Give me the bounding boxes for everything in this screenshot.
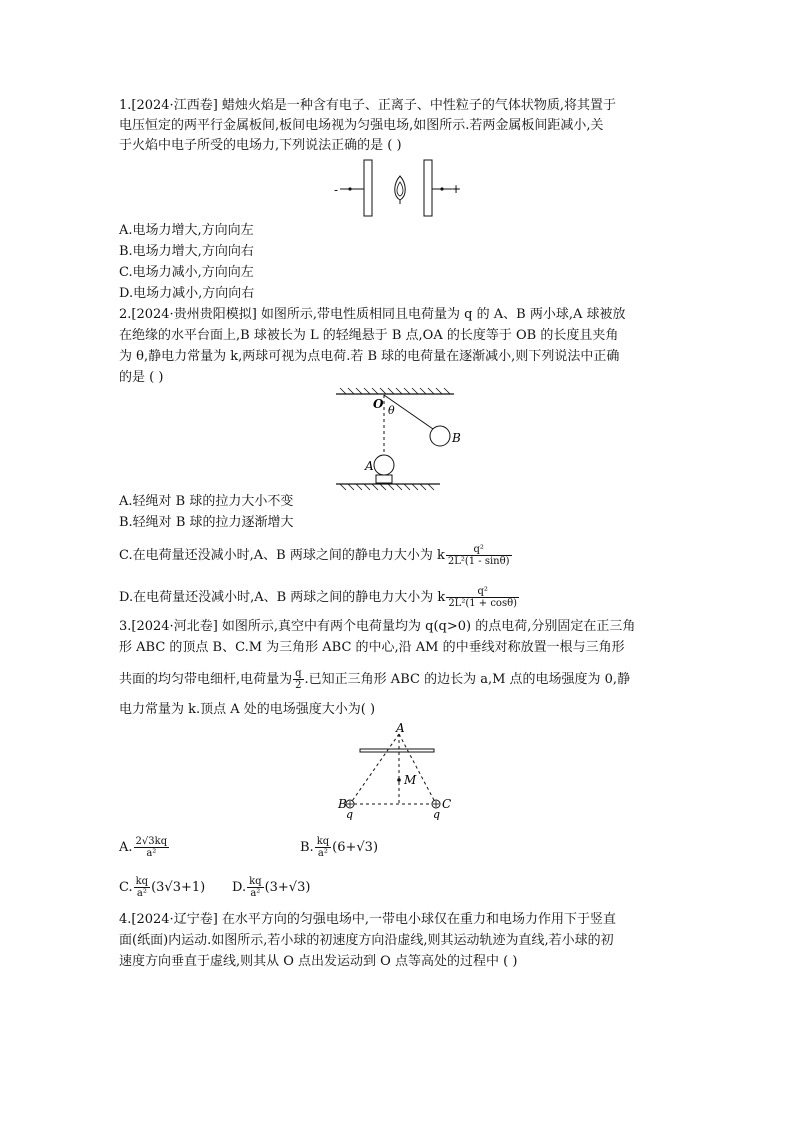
- q2-option-d-num: q²: [446, 586, 519, 598]
- q2-option-c: [119, 544, 513, 567]
- q3-option-b-fraction: [315, 836, 331, 859]
- q2-option-c-den: 2L²(1 - sinθ): [447, 556, 510, 567]
- q2-label-theta: θ: [388, 404, 395, 417]
- q2-ball-b: [430, 426, 450, 446]
- q1-flame-icon: [395, 176, 406, 204]
- q3-line2: 形 ABC 的顶点 B、C.M 为三角形 ABC 的中心,沿 AM 的中垂线对称放置一根与三角形: [119, 640, 625, 655]
- q3-option-d-prefix: D.: [232, 880, 247, 895]
- q2-option-c-fraction: [446, 544, 512, 567]
- q3-option-c-den: a²: [136, 888, 147, 899]
- q2-option-c-num: q²: [446, 544, 512, 556]
- q2-line1: 2.[2024·贵州贵阳模拟] 如图所示,带电性质相同且电荷量为 q 的 A、B 两小球,A 球被放: [119, 307, 626, 322]
- q3-option-d: [232, 876, 310, 899]
- q3-option-d-den: a²: [250, 888, 261, 899]
- q1-left-plate: [364, 160, 372, 216]
- q2-option-d: [119, 586, 520, 609]
- q3-line3: [119, 668, 679, 691]
- q3-line3-part1: 共面的均匀带电细杆,电荷量为: [119, 672, 293, 687]
- q3-option-a-prefix: A.: [119, 840, 133, 855]
- q1-line3: 于火焰中电子所受的电场力,下列说法正确的是 ( ): [119, 138, 402, 153]
- q3-option-a-num: 2√3kq: [135, 836, 168, 847]
- q3-charge-fraction: [293, 668, 303, 691]
- q3-option-b-num: kq: [316, 836, 330, 847]
- q4-line1: 4.[2024·辽宁卷] 在水平方向的匀强电场中,一带电小球仅在重力和电场力作用下于竖直: [119, 912, 617, 927]
- q3-option-a-den: a²: [146, 848, 157, 859]
- q1-option-b: B.电场力增大,方向向右: [119, 244, 254, 259]
- q4-line3: 速度方向垂直于虚线,则其从 O 点出发运动到 O 点等高处的过程中 ( ): [119, 954, 518, 969]
- q2-option-d-fraction: [446, 586, 519, 609]
- q3-option-a-fraction: [134, 836, 170, 859]
- q2-label-b: B: [452, 431, 461, 445]
- q3-label-c: C: [442, 797, 452, 811]
- q1-line1: 1.[2024·江西卷] 蜡烛火焰是一种含有电子、正离子、中性粒子的气体状物质,将其置于: [119, 98, 617, 113]
- q1-option-a: A.电场力增大,方向向左: [119, 223, 254, 238]
- q3-line4: 电力常量为 k.顶点 A 处的电场强度大小为( ): [119, 702, 376, 717]
- q1-minus-label: -: [334, 183, 339, 197]
- q3-line1: 3.[2024·河北卷] 如图所示,真空中有两个电荷量均为 q(q>0) 的点电荷,分别固定在正三角: [119, 619, 636, 634]
- q3-option-d-post: (3+√3): [264, 880, 311, 895]
- q3-figure: [336, 720, 466, 820]
- q2-table: [376, 475, 392, 483]
- q1-option-c: C.电场力减小,方向向左: [119, 265, 254, 280]
- q3-option-d-fraction: [247, 876, 263, 899]
- q1-line2: 电压恒定的两平行金属板间,板间电场视为匀强电场,如图所示.若两金属板间距减小,关: [119, 118, 604, 133]
- q3-option-b-prefix: B.: [300, 840, 314, 855]
- q2-option-c-text: C.在电荷量还没减小时,A、B 两球之间的静电力大小为 k: [119, 548, 445, 563]
- q2-label-o: O: [373, 397, 384, 411]
- q3-label-b: B: [338, 797, 347, 811]
- q3-option-b: [300, 836, 378, 859]
- q3-option-d-num: kq: [249, 876, 262, 887]
- q2-line4: 的是 ( ): [119, 370, 164, 385]
- q3-label-qb: q: [346, 808, 354, 820]
- q3-option-a: [119, 836, 170, 859]
- q2-figure: [330, 386, 470, 492]
- q1-right-plate: [424, 160, 432, 216]
- q4-line2: 面(纸面)内运动.如图所示,若小球的初速度方向沿虚线,则其运动轨迹为直线,若小球的初: [119, 933, 614, 948]
- q2-line2: 在绝缘的水平台面上,B 球被长为 L 的轻绳悬于 B 点,OA 的长度等于 OB 的长度且夹角: [119, 328, 619, 343]
- q1-plus-label: +: [451, 182, 462, 196]
- q3-label-m: M: [404, 773, 417, 787]
- q2-label-a: A: [365, 459, 374, 473]
- q2-option-d-text: D.在电荷量还没减小时,A、B 两球之间的静电力大小为 k: [119, 590, 446, 605]
- q1-figure: [330, 158, 470, 220]
- q3-option-c-post: (3√3+1): [151, 880, 206, 895]
- q3-line3-part2: .已知正三角形 ABC 的边长为 a,M 点的电场强度为 0,静: [304, 672, 631, 687]
- q3-option-c-fraction: [134, 876, 150, 899]
- q2-option-a: A.轻绳对 B 球的拉力大小不变: [119, 494, 294, 509]
- q3-charged-rod: [360, 749, 434, 752]
- q3-option-c: [119, 876, 205, 899]
- q3-charge-b: [346, 800, 354, 808]
- q2-line3: 为 θ,静电力常量为 k,两球可视为点电荷.若 B 球的电荷量在逐渐减小,则下列说法中正确: [119, 349, 620, 364]
- q3-label-a: A: [396, 721, 405, 735]
- q2-ball-a: [374, 455, 394, 475]
- q2-option-d-den: 2L²(1 + cosθ): [448, 598, 517, 609]
- q3-option-c-prefix: C.: [119, 880, 133, 895]
- q3-option-b-den: a²: [317, 848, 328, 859]
- q3-option-c-num: kq: [135, 876, 149, 887]
- q3-point-m: [397, 778, 401, 782]
- q3-charge-den: 2: [295, 680, 302, 691]
- q1-option-d: D.电场力减小,方向向右: [119, 286, 255, 301]
- q2-option-b: B.轻绳对 B 球的拉力逐渐增大: [119, 515, 294, 530]
- q3-label-qc: q: [433, 808, 441, 820]
- q3-charge-num: q: [295, 668, 302, 679]
- q3-charge-c: [432, 800, 440, 808]
- q3-option-b-post: (6+√3): [332, 840, 379, 855]
